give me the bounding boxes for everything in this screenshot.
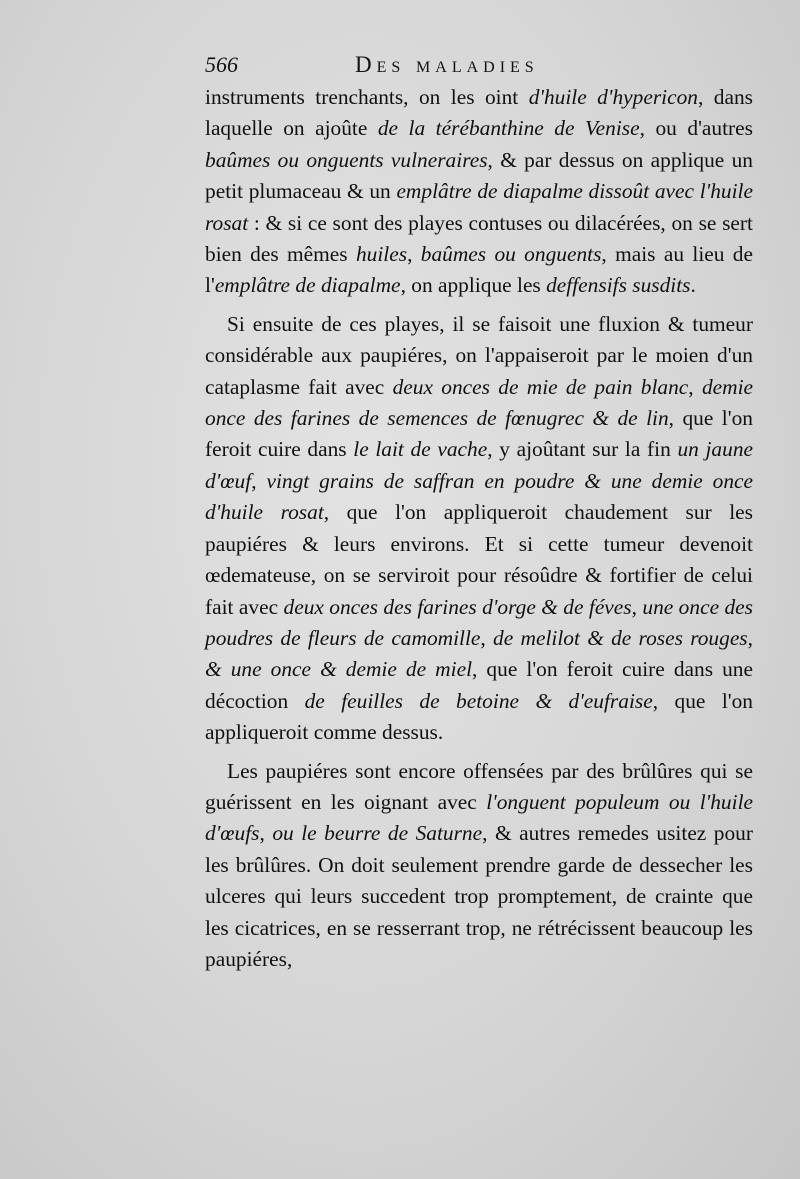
- body-text: [205, 82, 753, 975]
- paragraph: [205, 82, 753, 302]
- italic-text: baûmes ou onguents: [420, 242, 602, 267]
- italic-text: un jaune d'œuf: [205, 437, 754, 493]
- italic-text: d'huile d'hypericon: [528, 85, 698, 109]
- italic-text: emplâtre de diapalme: [214, 273, 401, 298]
- italic-text: deux onces des farines d'orge & de féves: [283, 594, 632, 619]
- italic-text: le lait de vache: [353, 437, 488, 462]
- italic-text: deffensifs susdits: [546, 273, 691, 298]
- text-run: Les paupiéres sont encore offensées par des brûlûres qui se guérissent en les oignant avec: [205, 758, 753, 814]
- italic-text: de melilot & de roses rouges: [493, 625, 748, 650]
- paragraph: [205, 756, 753, 976]
- italic-text: & une once & demie de miel: [205, 657, 473, 682]
- text-run: , on applique les: [400, 273, 547, 298]
- italic-text: de feuilles de betoine & d'eufraise: [304, 688, 653, 713]
- text-run: ,: [631, 594, 643, 619]
- text-run: , y ajoûtant sur la fin: [487, 437, 678, 462]
- italic-text: ou le beurre de Saturne: [272, 821, 483, 846]
- page-header: [205, 52, 750, 86]
- text-run: .: [690, 273, 696, 298]
- text-run: Si ensuite de ces playes, il se faisoit une fluxion & tumeur considérable aux paupiéres, on l'appaiseroit par le moien d'un cataplasme fait avec: [205, 311, 753, 399]
- text-run: , que l'on feroit cuire dans: [205, 406, 753, 462]
- text-run: , & par dessus on applique un petit plumaceau & un: [205, 147, 753, 204]
- italic-text: emplâtre de diapalme dissoût avec l'huile rosat: [205, 179, 753, 235]
- italic-text: vingt grains de saffran en poudre & une demie once d'huile rosat: [205, 468, 754, 525]
- italic-text: baûmes ou onguents vulneraires: [205, 147, 488, 172]
- text-run: , & autres remedes usitez pour les brûlûres. On doit seulement prendre garde de dessecher les ulceres qui leurs succedent trop promptement, de crainte que les cicatrices, en se resserrant trop, ne rétrécissent beaucoup les paupiéres,: [205, 821, 754, 971]
- italic-text: huiles: [355, 242, 408, 267]
- text-run: : & si ce sont des playes contuses ou dilacérées, on se sert bien des mêmes: [205, 210, 753, 267]
- italic-text: l'onguent populeum ou l'huile d'œufs: [205, 789, 754, 846]
- text-run: instruments trenchants, on les oint: [205, 85, 529, 109]
- text-run: , mais au lieu de l': [205, 242, 753, 298]
- text-run: ,: [251, 468, 267, 493]
- page-number: 566: [205, 52, 238, 77]
- italic-text: de la térébanthine de Venise: [377, 116, 640, 141]
- italic-text: demie once des farines de semences de fœnugrec & de lin: [205, 374, 754, 431]
- text-run: , que l'on appliqueroit comme dessus.: [205, 688, 754, 745]
- italic-text: deux onces de mie de pain blanc: [392, 374, 689, 399]
- paragraph: [205, 309, 753, 749]
- text-run: ,: [259, 821, 273, 846]
- text-run: ,: [407, 242, 421, 267]
- italic-text: une once des poudres de fleurs de camomille: [205, 594, 753, 650]
- text-run: ,: [747, 625, 753, 650]
- text-run: , que l'on feroit cuire dans une décoction: [205, 657, 753, 713]
- text-run: , dans laquelle on ajoûte: [205, 85, 753, 141]
- text-run: , que l'on appliqueroit chaudement sur les paupiéres & leurs environs. Et si cette tumeur devenoit œdemateuse, on se serviroit pour résoûdre & fortifier de celui fait avec: [205, 500, 753, 619]
- text-run: ,: [480, 625, 494, 650]
- running-title: Des maladies: [355, 52, 539, 77]
- text-run: , ou d'autres: [639, 116, 754, 141]
- text-run: ,: [688, 374, 702, 399]
